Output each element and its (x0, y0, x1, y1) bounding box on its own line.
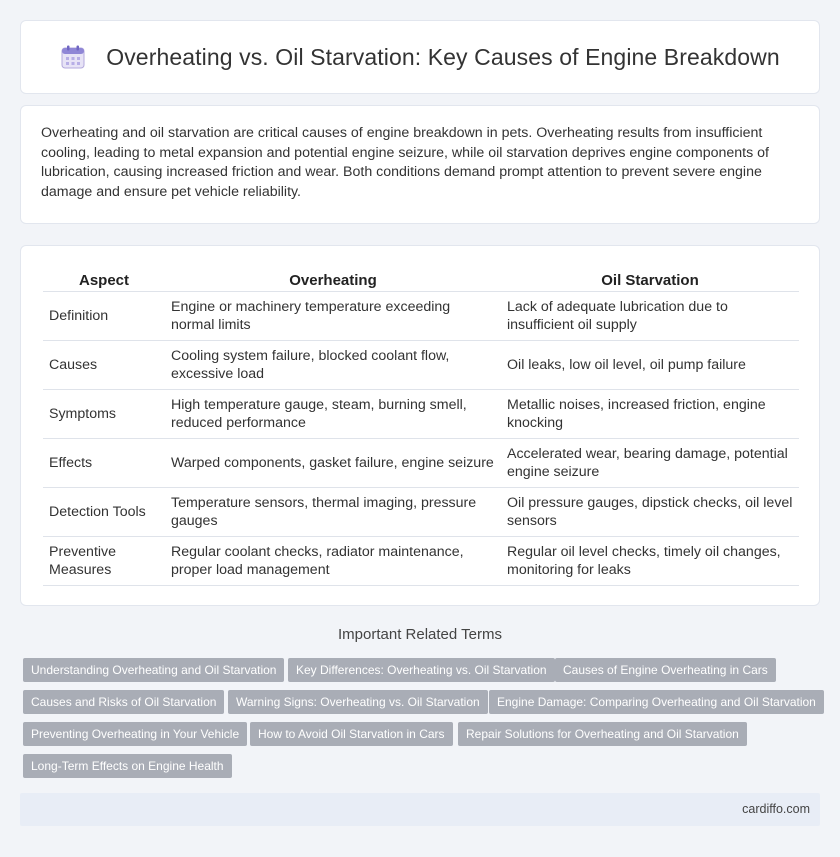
table-cell: Symptoms (43, 390, 165, 439)
table-cell: Preventive Measures (43, 537, 165, 586)
table-cell: Metallic noises, increased friction, engine knocking (501, 390, 799, 439)
intro-section (20, 105, 820, 224)
table-header-row (43, 264, 799, 292)
comparison-table-card (20, 245, 820, 606)
related-term-tag[interactable]: Causes and Risks of Oil Starvation (23, 690, 224, 714)
related-term-tag[interactable]: Repair Solutions for Overheating and Oil Starvation (458, 722, 747, 746)
table-cell: Lack of adequate lubrication due to insufficient oil supply (501, 292, 799, 341)
related-term-tag[interactable]: Engine Damage: Comparing Overheating and Oil Starvation (489, 690, 824, 714)
page-header (20, 20, 820, 94)
footer (20, 793, 820, 826)
table-cell: Oil pressure gauges, dipstick checks, oil level sensors (501, 488, 799, 537)
column-header: Overheating (165, 264, 501, 292)
table-cell: Regular coolant checks, radiator maintenance, proper load management (165, 537, 501, 586)
column-header: Oil Starvation (501, 264, 799, 292)
column-header: Aspect (43, 264, 165, 292)
page-title: Overheating vs. Oil Starvation: Key Causes of Engine Breakdown (106, 43, 780, 70)
related-term-tag[interactable]: How to Avoid Oil Starvation in Cars (250, 722, 453, 746)
table-row (43, 439, 799, 488)
table-row (43, 488, 799, 537)
table-cell: Cooling system failure, blocked coolant flow, excessive load (165, 341, 501, 390)
footer-site-link[interactable]: cardiffo.com (742, 802, 810, 816)
table-cell: Detection Tools (43, 488, 165, 537)
intro-text: Overheating and oil starvation are critical causes of engine breakdown in pets. Overheating results from insufficient cooling, leading to metal expansion and potential engine seizure, while oil starvation deprives engine components of lubrication, causing increased friction and wear. Both conditions demand prompt attention to prevent severe engine damage and ensure pet vehicle reliability. (41, 125, 769, 200)
related-term-tag[interactable]: Preventing Overheating in Your Vehicle (23, 722, 247, 746)
table-cell: Effects (43, 439, 165, 488)
table-cell: Regular oil level checks, timely oil changes, monitoring for leaks (501, 537, 799, 586)
table-cell: Temperature sensors, thermal imaging, pressure gauges (165, 488, 501, 537)
table-cell: Definition (43, 292, 165, 341)
related-term-tag[interactable]: Long-Term Effects on Engine Health (23, 754, 232, 778)
calendar-icon (60, 44, 86, 70)
table-cell: Oil leaks, low oil level, oil pump failure (501, 341, 799, 390)
related-term-tag[interactable]: Understanding Overheating and Oil Starvation (23, 658, 284, 682)
table-cell: Causes (43, 341, 165, 390)
table-cell: Warped components, gasket failure, engine seizure (165, 439, 501, 488)
table-row (43, 537, 799, 586)
comparison-table (43, 264, 799, 586)
table-row (43, 390, 799, 439)
table-cell: High temperature gauge, steam, burning smell, reduced performance (165, 390, 501, 439)
related-terms-title: Important Related Terms (338, 626, 502, 643)
table-row (43, 292, 799, 341)
table-cell: Engine or machinery temperature exceeding normal limits (165, 292, 501, 341)
table-row (43, 341, 799, 390)
related-term-tag[interactable]: Warning Signs: Overheating vs. Oil Starvation (228, 690, 488, 714)
related-term-tag[interactable]: Key Differences: Overheating vs. Oil Starvation (288, 658, 555, 682)
related-term-tag[interactable]: Causes of Engine Overheating in Cars (555, 658, 776, 682)
table-cell: Accelerated wear, bearing damage, potential engine seizure (501, 439, 799, 488)
